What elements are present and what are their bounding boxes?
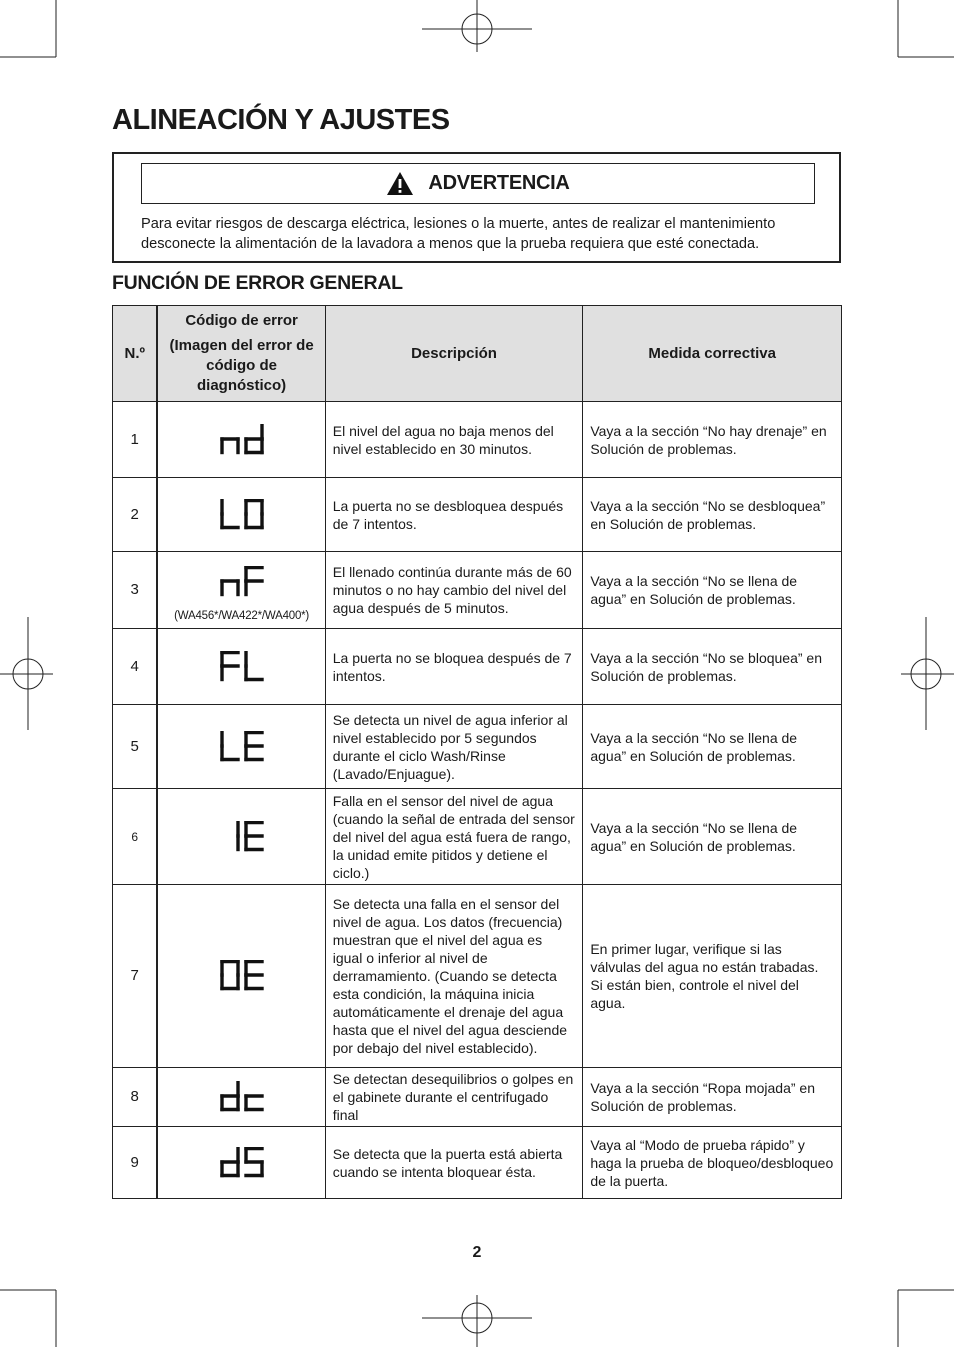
table-row bbox=[113, 705, 842, 789]
error-code-cell bbox=[157, 1127, 325, 1199]
row-number: 7 bbox=[113, 885, 158, 1068]
row-number: 9 bbox=[113, 1127, 158, 1199]
header-description: Descripción bbox=[325, 306, 583, 402]
row-action: En primer lugar, verifique si las válvulas del agua no están trabadas. Si están bien, controle el nivel del agua. bbox=[583, 885, 842, 1068]
error-code-display bbox=[219, 566, 265, 598]
table-row bbox=[113, 629, 842, 705]
error-code-cell bbox=[157, 402, 325, 478]
row-number: 2 bbox=[113, 478, 158, 552]
row-description: La puerta no se bloquea después de 7 intentos. bbox=[325, 629, 583, 705]
header-code-line2: (Imagen del error de código de diagnóstico) bbox=[169, 336, 314, 394]
error-code-cell bbox=[157, 789, 325, 885]
error-code-display bbox=[219, 499, 265, 531]
table-row bbox=[113, 552, 842, 629]
row-description: Se detecta un nivel de agua inferior al nivel establecido por 5 segundos durante el ciclo Wash/Rinse (Lavado/Enjuague). bbox=[325, 705, 583, 789]
row-description: Se detecta una falla en el sensor del nivel de agua. Los datos (frecuencia) muestran que el nivel del agua es igual o inferior al nivel de derramamiento. (Cuando se detecta esta condición, la máquina inicia automáticamente el drenaje del agua hasta que el nivel del agua desciende por debajo del nivel establecido). bbox=[325, 885, 583, 1068]
table-row bbox=[113, 478, 842, 552]
page-number: 2 bbox=[472, 1244, 482, 1261]
row-description: Se detecta que la puerta está abierta cuando se intenta bloquear ésta. bbox=[325, 1127, 583, 1199]
error-code-display bbox=[219, 424, 265, 456]
row-action: Vaya a la sección “Ropa mojada” en Solución de problemas. bbox=[583, 1068, 842, 1127]
table-row bbox=[113, 1068, 842, 1127]
row-action: Vaya al “Modo de prueba rápido” y haga la prueba de bloqueo/desbloqueo de la puerta. bbox=[583, 1127, 842, 1199]
table-row bbox=[113, 789, 842, 885]
error-code-cell bbox=[157, 552, 325, 629]
warning-header bbox=[141, 163, 815, 204]
row-action: Vaya a la sección “No se desbloquea” en Solución de problemas. bbox=[583, 478, 842, 552]
row-description: Falla en el sensor del nivel de agua (cuando la señal de entrada del sensor del nivel del agua está fuera de rango, la unidad emite pitidos y detiene el ciclo.) bbox=[325, 789, 583, 885]
error-code-cell bbox=[157, 478, 325, 552]
row-number: 6 bbox=[113, 789, 158, 885]
section-title: FUNCIÓN DE ERROR GENERAL bbox=[112, 272, 403, 294]
error-code-display bbox=[219, 1147, 265, 1179]
row-action: Vaya a la sección “No hay drenaje” en Solución de problemas. bbox=[583, 402, 842, 478]
table-row bbox=[113, 402, 842, 478]
error-code-display bbox=[219, 1081, 265, 1113]
table-row bbox=[113, 885, 842, 1068]
row-number: 1 bbox=[113, 402, 158, 478]
warning-label: ADVERTENCIA bbox=[428, 172, 570, 194]
error-code-display bbox=[219, 821, 265, 853]
row-description: El nivel del agua no baja menos del nivel establecido en 30 minutos. bbox=[325, 402, 583, 478]
page-title: ALINEACIÓN Y AJUSTES bbox=[112, 104, 450, 136]
error-code-cell bbox=[157, 1068, 325, 1127]
row-number: 4 bbox=[113, 629, 158, 705]
row-number: 5 bbox=[113, 705, 158, 789]
error-code-cell bbox=[157, 885, 325, 1068]
row-action: Vaya a la sección “No se llena de agua” en Solución de problemas. bbox=[583, 705, 842, 789]
row-action: Vaya a la sección “No se llena de agua” en Solución de problemas. bbox=[583, 789, 842, 885]
row-number: 8 bbox=[113, 1068, 158, 1127]
table-row bbox=[113, 1127, 842, 1199]
error-code-display bbox=[219, 651, 265, 683]
model-note: (WA456*/WA422*/WA400*) bbox=[174, 610, 310, 622]
row-action: Vaya a la sección “No se llena de agua” en Solución de problemas. bbox=[583, 552, 842, 629]
error-code-cell bbox=[157, 629, 325, 705]
header-code bbox=[157, 306, 325, 402]
row-description: La puerta no se desbloquea después de 7 intentos. bbox=[325, 478, 583, 552]
row-description: Se detectan desequilibrios o golpes en el gabinete durante el centrifugado final bbox=[325, 1068, 583, 1127]
header-num: N.º bbox=[113, 306, 158, 402]
row-description: El llenado continúa durante más de 60 minutos o no hay cambio del nivel del agua después de 5 minutos. bbox=[325, 552, 583, 629]
row-number: 3 bbox=[113, 552, 158, 629]
warning-box bbox=[112, 152, 841, 263]
row-action: Vaya a la sección “No se bloquea” en Solución de problemas. bbox=[583, 629, 842, 705]
error-code-display bbox=[219, 960, 265, 992]
warning-triangle-icon bbox=[386, 171, 414, 196]
error-code-cell bbox=[157, 705, 325, 789]
error-code-display bbox=[219, 731, 265, 763]
error-code-table bbox=[112, 305, 842, 1199]
header-code-line1: Código de error bbox=[185, 311, 298, 329]
warning-text: Para evitar riesgos de descarga eléctrica, lesiones o la muerte, antes de realizar el mantenimiento desconecte la alimentación de la lavadora a menos que la prueba requiera que esté conectada. bbox=[141, 216, 776, 252]
header-action: Medida correctiva bbox=[583, 306, 842, 402]
table-header-row bbox=[113, 306, 842, 402]
